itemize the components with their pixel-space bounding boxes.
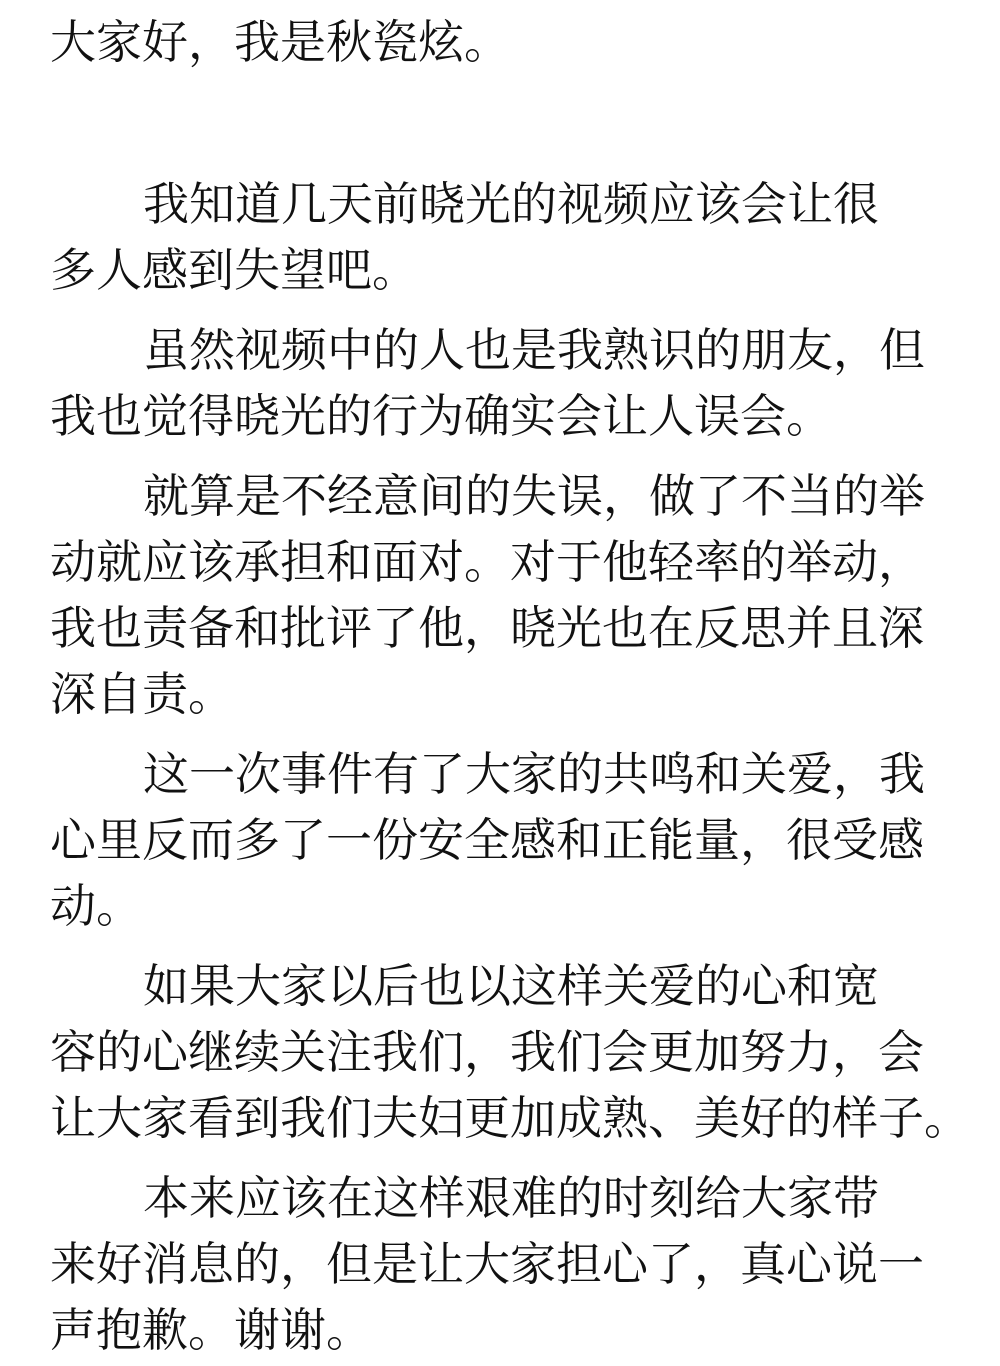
paragraph-1-line-2: 多人感到失望吧。: [50, 243, 418, 297]
paragraph-6-line-1: 本来应该在这样艰难的时刻给大家带: [143, 1171, 879, 1225]
paragraph-5-line-3: 让大家看到我们夫妇更加成熟、美好的样子。: [50, 1091, 970, 1145]
paragraph-6-line-2: 来好消息的，但是让大家担心了，真心说一: [50, 1237, 924, 1291]
paragraph-6-line-3: 声抱歉。谢谢。: [50, 1303, 372, 1357]
paragraph-1-line-1: 我知道几天前晓光的视频应该会让很: [143, 177, 879, 231]
paragraph-3-line-4: 深自责。: [50, 667, 234, 721]
paragraph-2-line-1: 虽然视频中的人也是我熟识的朋友，但: [143, 323, 925, 377]
paragraph-3-line-2: 动就应该承担和面对。对于他轻率的举动，: [50, 535, 924, 589]
paragraph-5-line-2: 容的心继续关注我们，我们会更加努力，会: [50, 1025, 924, 1079]
paragraph-4-line-2: 心里反而多了一份安全感和正能量，很受感: [50, 813, 924, 867]
paragraph-2-line-2: 我也觉得晓光的行为确实会让人误会。: [50, 389, 832, 443]
paragraph-4-line-3: 动。: [50, 879, 142, 933]
paragraph-3-line-1: 就算是不经意间的失误，做了不当的举: [143, 469, 925, 523]
paragraph-5-line-1: 如果大家以后也以这样关爱的心和宽: [143, 959, 879, 1013]
paragraph-3-line-3: 我也责备和批评了他，晓光也在反思并且深: [50, 601, 924, 655]
greeting-line: 大家好，我是秋瓷炫。: [50, 15, 510, 69]
paragraph-4-line-1: 这一次事件有了大家的共鸣和关爱，我: [143, 747, 925, 801]
